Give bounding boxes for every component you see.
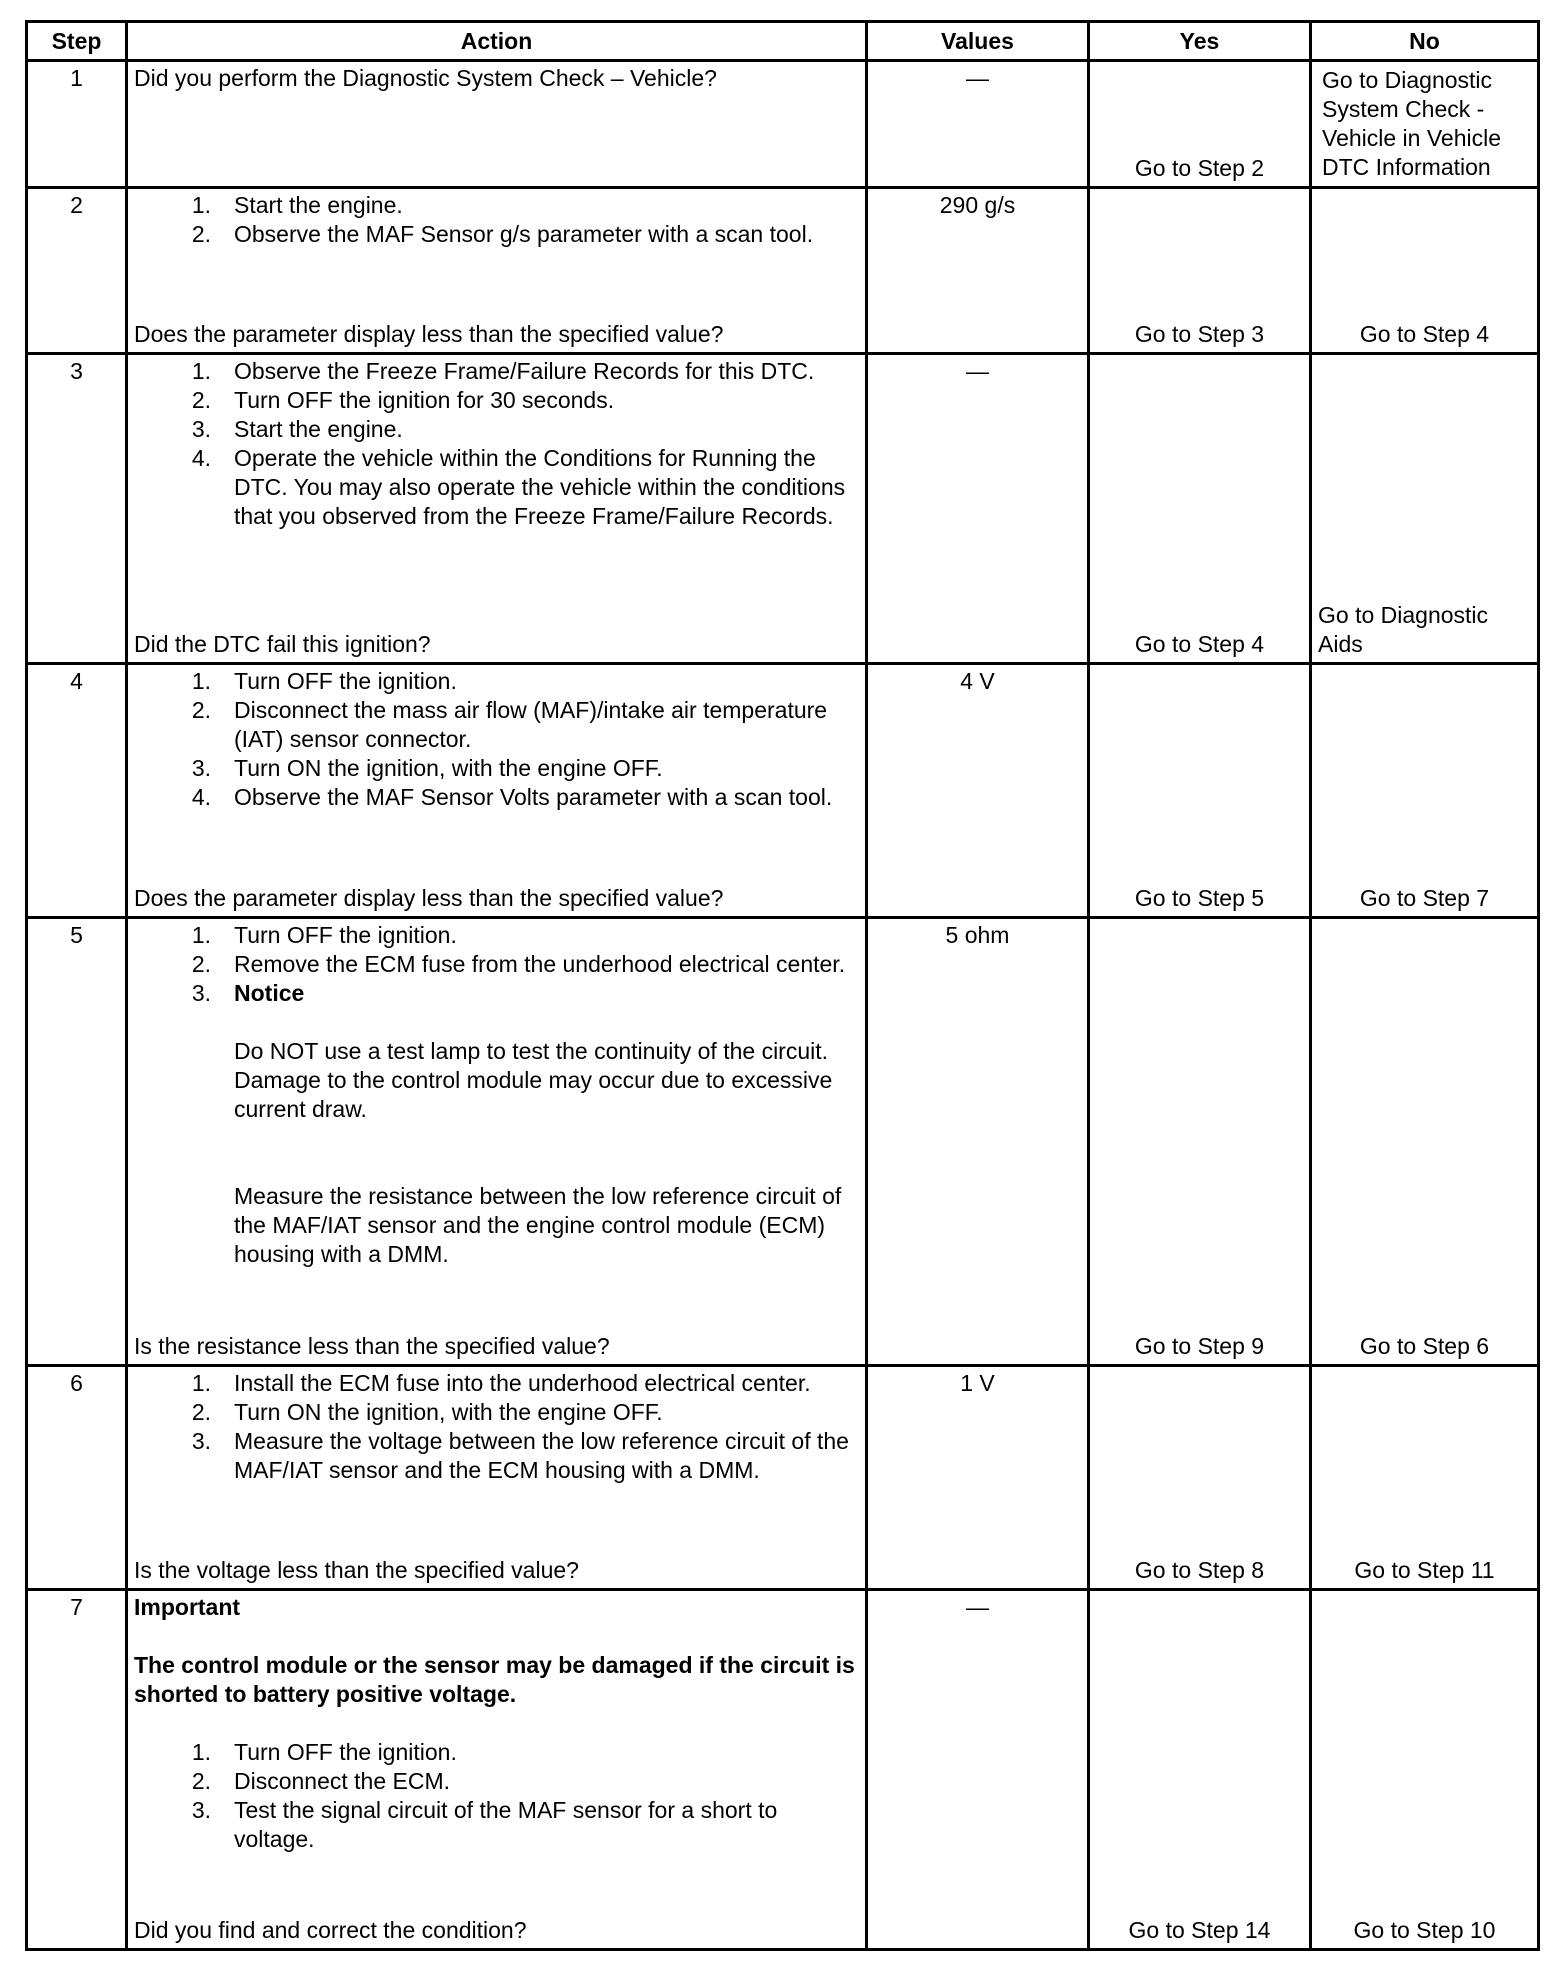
list-item: Turn OFF the ignition. [234,1739,457,1765]
notice-text: Do NOT use a test lamp to test the continuity of the circuit. Damage to the control module may occur due to excessive current draw. [234,1038,833,1122]
list-item: Test the signal circuit of the MAF sensor for a short to voltage. [234,1797,778,1852]
value-cell: — [867,61,1089,188]
value-cell: 290 g/s [867,188,1089,354]
yes-cell [1089,61,1311,188]
list-item: Observe the Freeze Frame/Failure Records for this DTC. [234,358,815,384]
header-yes: Yes [1089,22,1311,61]
no-cell [1311,188,1539,354]
action-question: Did the DTC fail this ignition? [134,631,431,657]
action-cell [127,61,867,188]
table-row [27,1366,1539,1590]
list-item: Turn OFF the ignition for 30 seconds. [234,387,615,413]
action-steps [134,357,859,531]
step-number: 5 [27,918,127,1366]
action-steps [134,1738,859,1854]
list-item: Disconnect the mass air flow (MAF)/intake air temperature (IAT) sensor connector. [234,697,828,752]
list-item [134,979,859,1008]
list-item: Start the engine. [234,192,403,218]
list-item: Turn OFF the ignition. [234,668,457,694]
no-cell [1311,664,1539,918]
no-link[interactable]: Go to Step 6 [1359,1333,1490,1359]
header-row [27,22,1539,61]
table-row [27,354,1539,664]
header-step: Step [27,22,127,61]
value-cell: 4 V [867,664,1089,918]
list-item: Turn ON the ignition, with the engine OFF. [234,1399,663,1425]
table-row [27,61,1539,188]
step-number: 2 [27,188,127,354]
no-cell [1311,354,1539,664]
value-cell: — [867,354,1089,664]
action-cell [127,664,867,918]
no-cell [1311,1590,1539,1950]
no-cell [1311,61,1539,188]
table-row [27,188,1539,354]
table-row [27,918,1539,1366]
action-cell [127,918,867,1366]
yes-cell [1089,1590,1311,1950]
list-item: Turn OFF the ignition. [234,922,457,948]
yes-link[interactable]: Go to Step 3 [1134,321,1265,347]
value-cell: 1 V [867,1366,1089,1590]
step-number: 1 [27,61,127,188]
list-item: Operate the vehicle within the Conditions for Running the DTC. You may also operate the vehicle within the conditions that you observed from the Freeze Frame/Failure Records. [234,445,846,529]
list-item: Turn ON the ignition, with the engine OFF. [234,755,663,781]
yes-link[interactable]: Go to Step 9 [1134,1333,1265,1359]
step-number: 6 [27,1366,127,1590]
header-no: No [1311,22,1539,61]
list-item: Remove the ECM fuse from the underhood electrical center. [234,951,846,977]
no-link[interactable]: Go to Step 4 [1359,321,1490,347]
list-item: Start the engine. [234,416,403,442]
list-item: Observe the MAF Sensor g/s parameter with a scan tool. [234,221,814,247]
action-text: Did you perform the Diagnostic System Check – Vehicle? [134,65,717,91]
yes-link[interactable]: Go to Step 2 [1134,155,1265,181]
action-cell [127,1590,867,1950]
important-text: The control module or the sensor may be damaged if the circuit is shorted to battery positive voltage. [134,1652,855,1707]
no-link[interactable]: Go to Step 10 [1353,1917,1496,1943]
header-values: Values [867,22,1089,61]
important-title: Important [134,1594,241,1620]
action-cell [127,354,867,664]
yes-link[interactable]: Go to Step 4 [1134,631,1265,657]
notice-action: Measure the resistance between the low reference circuit of the MAF/IAT sensor and the engine control module (ECM) housing with a DMM. [234,1183,842,1267]
no-link[interactable]: Go to Step 7 [1359,885,1490,911]
action-question: Did you find and correct the condition? [134,1917,527,1943]
action-cell [127,188,867,354]
table-row [27,1590,1539,1950]
action-question: Does the parameter display less than the specified value? [134,321,724,347]
yes-link[interactable]: Go to Step 14 [1128,1917,1271,1943]
yes-cell [1089,918,1311,1366]
yes-cell [1089,1366,1311,1590]
list-item: Measure the voltage between the low reference circuit of the MAF/IAT sensor and the ECM housing with a DMM. [234,1428,849,1483]
no-link[interactable]: Go to Step 11 [1354,1557,1495,1583]
yes-link[interactable]: Go to Step 5 [1134,885,1265,911]
no-cell [1311,1366,1539,1590]
step-number: 3 [27,354,127,664]
table-row [27,664,1539,918]
list-item: Install the ECM fuse into the underhood electrical center. [234,1370,811,1396]
action-question: Is the resistance less than the specified value? [134,1333,610,1359]
list-item: Disconnect the ECM. [234,1768,451,1794]
action-steps [134,1369,859,1485]
value-cell: 5 ohm [867,918,1089,1366]
list-item: Observe the MAF Sensor Volts parameter with a scan tool. [234,784,833,810]
no-cell [1311,918,1539,1366]
action-steps [134,191,859,249]
step-number: 7 [27,1590,127,1950]
header-action: Action [127,22,867,61]
no-link[interactable]: Go to Diagnostic System Check - Vehicle in Vehicle DTC Information [1322,67,1502,180]
action-cell [127,1366,867,1590]
yes-cell [1089,664,1311,918]
step-number: 4 [27,664,127,918]
value-cell: — [867,1590,1089,1950]
no-link[interactable]: Go to Diagnostic Aids [1318,602,1489,657]
action-question: Is the voltage less than the specified value? [134,1557,579,1583]
notice-title: Notice [234,980,305,1006]
diagnostic-table [25,20,1540,1951]
action-steps [134,667,859,812]
yes-link[interactable]: Go to Step 8 [1134,1557,1265,1583]
action-steps [134,921,859,1008]
yes-cell [1089,354,1311,664]
action-question: Does the parameter display less than the specified value? [134,885,724,911]
yes-cell [1089,188,1311,354]
